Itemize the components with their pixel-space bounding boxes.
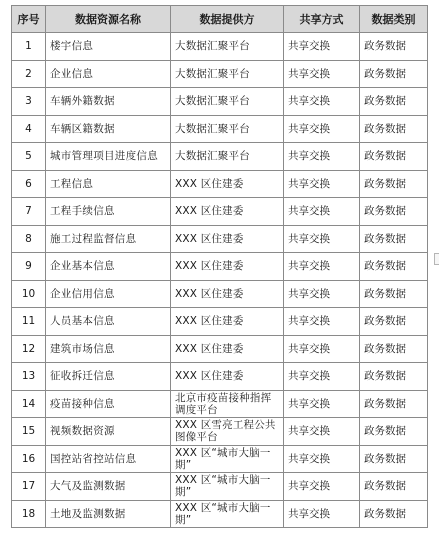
row-index-cell: 5 <box>12 143 46 171</box>
table-row <box>12 335 428 363</box>
resource-name-cell: 视频数据资源 <box>46 418 171 446</box>
category-cell: 政务数据 <box>360 253 428 281</box>
share-method-cell: 共享交换 <box>284 253 360 281</box>
table-row <box>12 390 428 418</box>
resource-name-cell: 人员基本信息 <box>46 308 171 336</box>
row-index-cell: 2 <box>12 60 46 88</box>
header-category: 数据类别 <box>360 6 428 33</box>
share-method-cell: 共享交换 <box>284 418 360 446</box>
category-cell: 政务数据 <box>360 363 428 391</box>
provider-cell: XXX 区住建委 <box>171 363 284 391</box>
row-index-cell: 4 <box>12 115 46 143</box>
share-method-cell: 共享交换 <box>284 473 360 501</box>
row-index-cell: 1 <box>12 33 46 61</box>
category-cell: 政务数据 <box>360 170 428 198</box>
share-method-cell: 共享交换 <box>284 33 360 61</box>
row-index-cell: 10 <box>12 280 46 308</box>
row-index-cell: 16 <box>12 445 46 473</box>
row-index-cell: 7 <box>12 198 46 226</box>
resource-name-cell: 工程手续信息 <box>46 198 171 226</box>
category-cell: 政务数据 <box>360 225 428 253</box>
resource-name-cell: 施工过程监督信息 <box>46 225 171 253</box>
table-row <box>12 225 428 253</box>
provider-cell: XXX 区住建委 <box>171 308 284 336</box>
provider-cell: XXX 区住建委 <box>171 198 284 226</box>
row-index-cell: 17 <box>12 473 46 501</box>
resource-name-cell: 企业信用信息 <box>46 280 171 308</box>
provider-cell: XXX 区“城市大脑一期” <box>171 445 284 473</box>
provider-cell: 大数据汇聚平台 <box>171 33 284 61</box>
category-cell: 政务数据 <box>360 445 428 473</box>
share-method-cell: 共享交换 <box>284 225 360 253</box>
header-index: 序号 <box>12 6 46 33</box>
row-index-cell: 13 <box>12 363 46 391</box>
category-cell: 政务数据 <box>360 60 428 88</box>
category-cell: 政务数据 <box>360 418 428 446</box>
header-provider: 数据提供方 <box>171 6 284 33</box>
table-row <box>12 500 428 528</box>
resource-name-cell: 车辆外籍数据 <box>46 88 171 116</box>
share-method-cell: 共享交换 <box>284 280 360 308</box>
resource-name-cell: 企业信息 <box>46 60 171 88</box>
share-method-cell: 共享交换 <box>284 390 360 418</box>
table-row <box>12 60 428 88</box>
row-index-cell: 18 <box>12 500 46 528</box>
category-cell: 政务数据 <box>360 280 428 308</box>
resource-name-cell: 建筑市场信息 <box>46 335 171 363</box>
provider-cell: XXX 区“城市大脑一期” <box>171 500 284 528</box>
category-cell: 政务数据 <box>360 198 428 226</box>
row-index-cell: 11 <box>12 308 46 336</box>
row-index-cell: 14 <box>12 390 46 418</box>
table-row <box>12 280 428 308</box>
provider-cell: 北京市疫苗接种指挥调度平台 <box>171 390 284 418</box>
share-method-cell: 共享交换 <box>284 308 360 336</box>
header-resource-name: 数据资源名称 <box>46 6 171 33</box>
row-index-cell: 3 <box>12 88 46 116</box>
resource-name-cell: 楼宇信息 <box>46 33 171 61</box>
share-method-cell: 共享交换 <box>284 335 360 363</box>
table-row <box>12 445 428 473</box>
share-method-cell: 共享交换 <box>284 115 360 143</box>
share-method-cell: 共享交换 <box>284 198 360 226</box>
resource-name-cell: 征收拆迁信息 <box>46 363 171 391</box>
resource-name-cell: 土地及监测数据 <box>46 500 171 528</box>
row-index-cell: 6 <box>12 170 46 198</box>
side-tab-marker[interactable] <box>434 253 439 265</box>
provider-cell: XXX 区“城市大脑一期” <box>171 473 284 501</box>
table-row <box>12 33 428 61</box>
share-method-cell: 共享交换 <box>284 500 360 528</box>
table-row <box>12 198 428 226</box>
resource-name-cell: 大气及监测数据 <box>46 473 171 501</box>
category-cell: 政务数据 <box>360 335 428 363</box>
header-row <box>12 6 428 33</box>
provider-cell: 大数据汇聚平台 <box>171 143 284 171</box>
resource-name-cell: 车辆区籍数据 <box>46 115 171 143</box>
table-row <box>12 418 428 446</box>
category-cell: 政务数据 <box>360 473 428 501</box>
category-cell: 政务数据 <box>360 115 428 143</box>
category-cell: 政务数据 <box>360 500 428 528</box>
provider-cell: XXX 区住建委 <box>171 335 284 363</box>
table-row <box>12 253 428 281</box>
table-row <box>12 88 428 116</box>
resource-name-cell: 国控站省控站信息 <box>46 445 171 473</box>
table-row <box>12 308 428 336</box>
category-cell: 政务数据 <box>360 143 428 171</box>
provider-cell: 大数据汇聚平台 <box>171 115 284 143</box>
table-row <box>12 115 428 143</box>
share-method-cell: 共享交换 <box>284 143 360 171</box>
share-method-cell: 共享交换 <box>284 88 360 116</box>
provider-cell: XXX 区雪亮工程公共图像平台 <box>171 418 284 446</box>
category-cell: 政务数据 <box>360 88 428 116</box>
row-index-cell: 15 <box>12 418 46 446</box>
table-row <box>12 170 428 198</box>
header-share-method: 共享方式 <box>284 6 360 33</box>
category-cell: 政务数据 <box>360 308 428 336</box>
row-index-cell: 8 <box>12 225 46 253</box>
table-row <box>12 363 428 391</box>
provider-cell: 大数据汇聚平台 <box>171 88 284 116</box>
provider-cell: XXX 区住建委 <box>171 253 284 281</box>
share-method-cell: 共享交换 <box>284 170 360 198</box>
resource-name-cell: 疫苗接种信息 <box>46 390 171 418</box>
resource-name-cell: 城市管理项目进度信息 <box>46 143 171 171</box>
category-cell: 政务数据 <box>360 390 428 418</box>
table-row <box>12 473 428 501</box>
provider-cell: XXX 区住建委 <box>171 280 284 308</box>
provider-cell: XXX 区住建委 <box>171 170 284 198</box>
table-body <box>12 33 428 528</box>
table-container <box>11 5 428 528</box>
resource-name-cell: 工程信息 <box>46 170 171 198</box>
table-row <box>12 143 428 171</box>
share-method-cell: 共享交换 <box>284 445 360 473</box>
share-method-cell: 共享交换 <box>284 363 360 391</box>
provider-cell: 大数据汇聚平台 <box>171 60 284 88</box>
data-resource-table <box>11 5 428 528</box>
share-method-cell: 共享交换 <box>284 60 360 88</box>
row-index-cell: 9 <box>12 253 46 281</box>
resource-name-cell: 企业基本信息 <box>46 253 171 281</box>
provider-cell: XXX 区住建委 <box>171 225 284 253</box>
row-index-cell: 12 <box>12 335 46 363</box>
category-cell: 政务数据 <box>360 33 428 61</box>
